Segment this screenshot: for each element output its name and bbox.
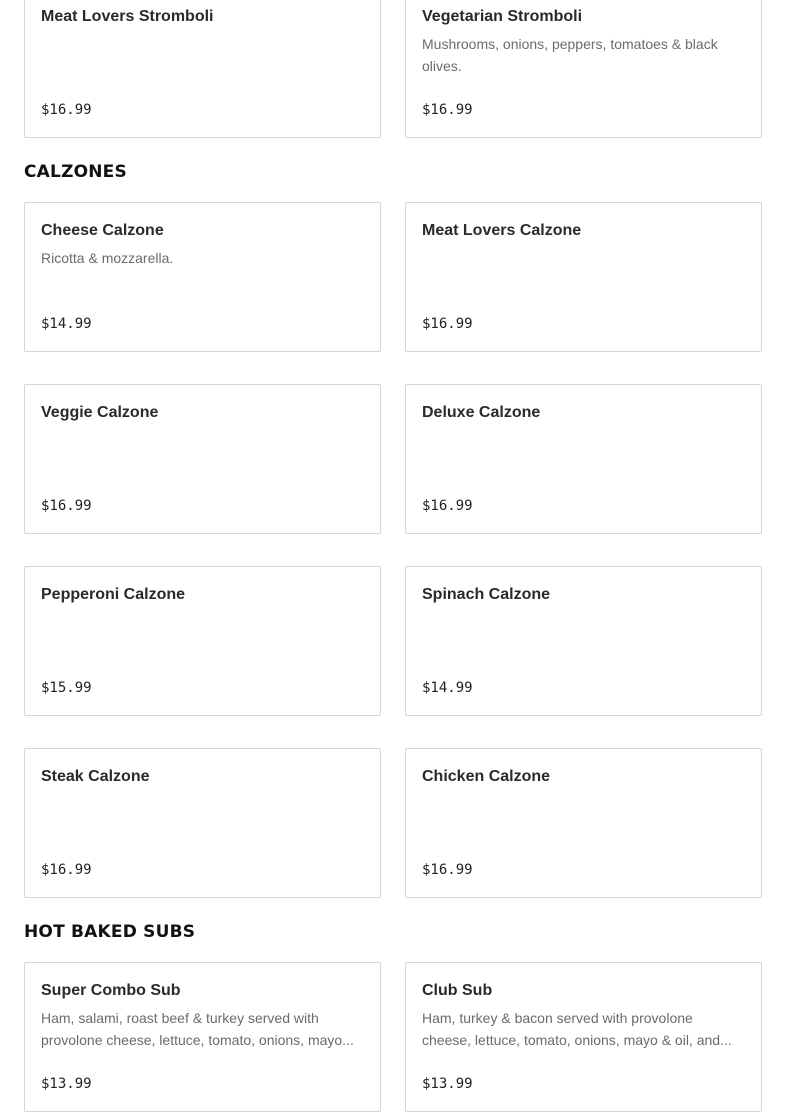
menu-item-name: Steak Calzone: [41, 768, 150, 785]
menu-item-price: $16.99: [422, 862, 473, 878]
menu-item-card[interactable]: [24, 384, 381, 534]
menu-item-name: Cheese Calzone: [41, 222, 164, 239]
menu-item-name: Vegetarian Stromboli: [422, 8, 583, 25]
menu-item-card[interactable]: [405, 384, 762, 534]
menu-item-name: Spinach Calzone: [422, 586, 551, 603]
menu-item-price: $16.99: [41, 498, 92, 514]
hot-baked-subs-grid: [24, 962, 761, 1112]
section-title-hot-baked-subs: HOT BAKED SUBS: [24, 922, 196, 942]
menu-item-card[interactable]: [405, 202, 762, 352]
menu-item-card[interactable]: [405, 566, 762, 716]
menu-item-price: $14.99: [422, 680, 473, 696]
menu-item-price: $14.99: [41, 316, 92, 332]
menu-item-name: Chicken Calzone: [422, 768, 551, 785]
menu-item-name: Veggie Calzone: [41, 404, 159, 421]
menu-item-price: $15.99: [41, 680, 92, 696]
menu-item-price: $16.99: [41, 102, 92, 118]
menu-item-name: Meat Lovers Calzone: [422, 222, 582, 239]
stromboli-grid: [24, 0, 761, 138]
menu-item-name: Super Combo Sub: [41, 982, 181, 999]
calzones-grid: [24, 202, 761, 898]
menu-item-price: $16.99: [41, 862, 92, 878]
menu-item-price: $13.99: [41, 1076, 92, 1092]
menu-item-description: Ham, turkey & bacon served with provolone cheese, lettuce, tomato, onions, mayo & oil, and...: [422, 1010, 732, 1048]
menu-item-name: Club Sub: [422, 982, 493, 999]
menu-item-price: $13.99: [422, 1076, 473, 1092]
menu-item-card[interactable]: [24, 202, 381, 352]
section-title-calzones: CALZONES: [24, 162, 127, 182]
menu-item-card[interactable]: [405, 748, 762, 898]
menu-item-name: Pepperoni Calzone: [41, 586, 186, 603]
menu-page: [24, 0, 761, 1112]
menu-item-card[interactable]: [24, 962, 381, 1112]
menu-item-description: Ham, salami, roast beef & turkey served with provolone cheese, lettuce, tomato, onions, mayo...: [41, 1010, 354, 1048]
menu-item-card[interactable]: [405, 0, 762, 138]
menu-item-price: $16.99: [422, 316, 473, 332]
menu-item-price: $16.99: [422, 102, 473, 118]
menu-item-card[interactable]: [24, 566, 381, 716]
menu-item-card[interactable]: [24, 748, 381, 898]
menu-item-price: $16.99: [422, 498, 473, 514]
menu-item-card[interactable]: [24, 0, 381, 138]
menu-item-name: Meat Lovers Stromboli: [41, 8, 214, 25]
menu-item-description: Mushrooms, onions, peppers, tomatoes & black olives.: [422, 36, 718, 74]
menu-item-card[interactable]: [405, 962, 762, 1112]
menu-item-description: Ricotta & mozzarella.: [41, 250, 174, 266]
menu-item-name: Deluxe Calzone: [422, 404, 541, 421]
